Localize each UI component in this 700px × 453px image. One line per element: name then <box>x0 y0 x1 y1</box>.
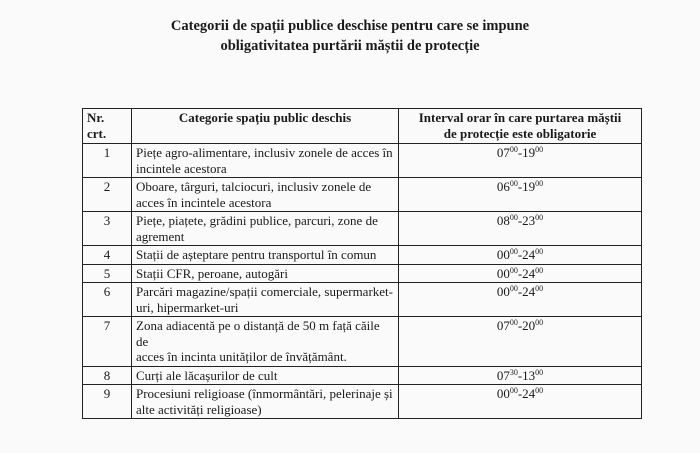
document-title <box>0 16 700 56</box>
row-number: 1 <box>83 144 132 178</box>
table-row <box>83 212 642 246</box>
header-interval: Interval orar în care purtarea măștii de protecție este obligatorie <box>399 109 642 144</box>
table-row <box>83 144 642 178</box>
header-nr: Nr. crt. <box>83 109 132 144</box>
row-category: Oboare, târguri, talciocuri, inclusiv zonele de acces în incintele acestora <box>132 178 399 212</box>
row-category: Zona adiacentă pe o distanță de 50 m față căile de acces în incinta unităților de învățământ. <box>132 317 399 367</box>
row-interval: $07^{30}-13^{00}$ <box>399 366 642 385</box>
row-number: 7 <box>83 317 132 367</box>
table-row <box>83 178 642 212</box>
row-number: 9 <box>83 385 132 419</box>
row-category: Piețe agro-alimentare, inclusiv zonele de acces în incintele acestora <box>132 144 399 178</box>
row-interval: $08^{00}-23^{00}$ <box>399 212 642 246</box>
row-category: Curți ale lăcașurilor de cult <box>132 366 399 385</box>
header-category: Categorie spațiu public deschis <box>132 109 399 144</box>
table-row <box>83 317 642 367</box>
row-interval: $00^{00}-24^{00}$ <box>399 264 642 283</box>
row-interval: $07^{00}-20^{00}$ <box>399 317 642 367</box>
title-line-2: obligativitatea purtării măștii de protecție <box>220 38 480 54</box>
row-category: Parcări magazine/spații comerciale, supermarket- uri, hipermarket-uri <box>132 283 399 317</box>
row-interval: $00^{00}-24^{00}$ <box>399 385 642 419</box>
table-row <box>83 366 642 385</box>
public-spaces-table <box>82 108 642 419</box>
row-category: Piețe, piațete, grădini publice, parcuri, zone de agrement <box>132 212 399 246</box>
row-category: Procesiuni religioase (înmormântări, pelerinaje și alte activități religioase) <box>132 385 399 419</box>
table-row <box>83 264 642 283</box>
row-interval: $07^{00}-19^{00}$ <box>399 144 642 178</box>
table-row <box>83 385 642 419</box>
row-interval: $00^{00}-24^{00}$ <box>399 283 642 317</box>
row-interval: $00^{00}-24^{00}$ <box>399 246 642 265</box>
table-body <box>83 144 642 419</box>
title-line-1: Categorii de spații publice deschise pentru care se impune <box>170 18 530 34</box>
row-number: 2 <box>83 178 132 212</box>
row-category: Stații CFR, peroane, autogări <box>132 264 399 283</box>
row-number: 4 <box>83 246 132 265</box>
table-row <box>83 283 642 317</box>
table-header-row <box>83 109 642 144</box>
row-number: 6 <box>83 283 132 317</box>
row-category: Stații de așteptare pentru transportul în comun <box>132 246 399 265</box>
row-number: 5 <box>83 264 132 283</box>
table-row <box>83 246 642 265</box>
row-number: 8 <box>83 366 132 385</box>
row-interval: $06^{00}-19^{00}$ <box>399 178 642 212</box>
row-number: 3 <box>83 212 132 246</box>
